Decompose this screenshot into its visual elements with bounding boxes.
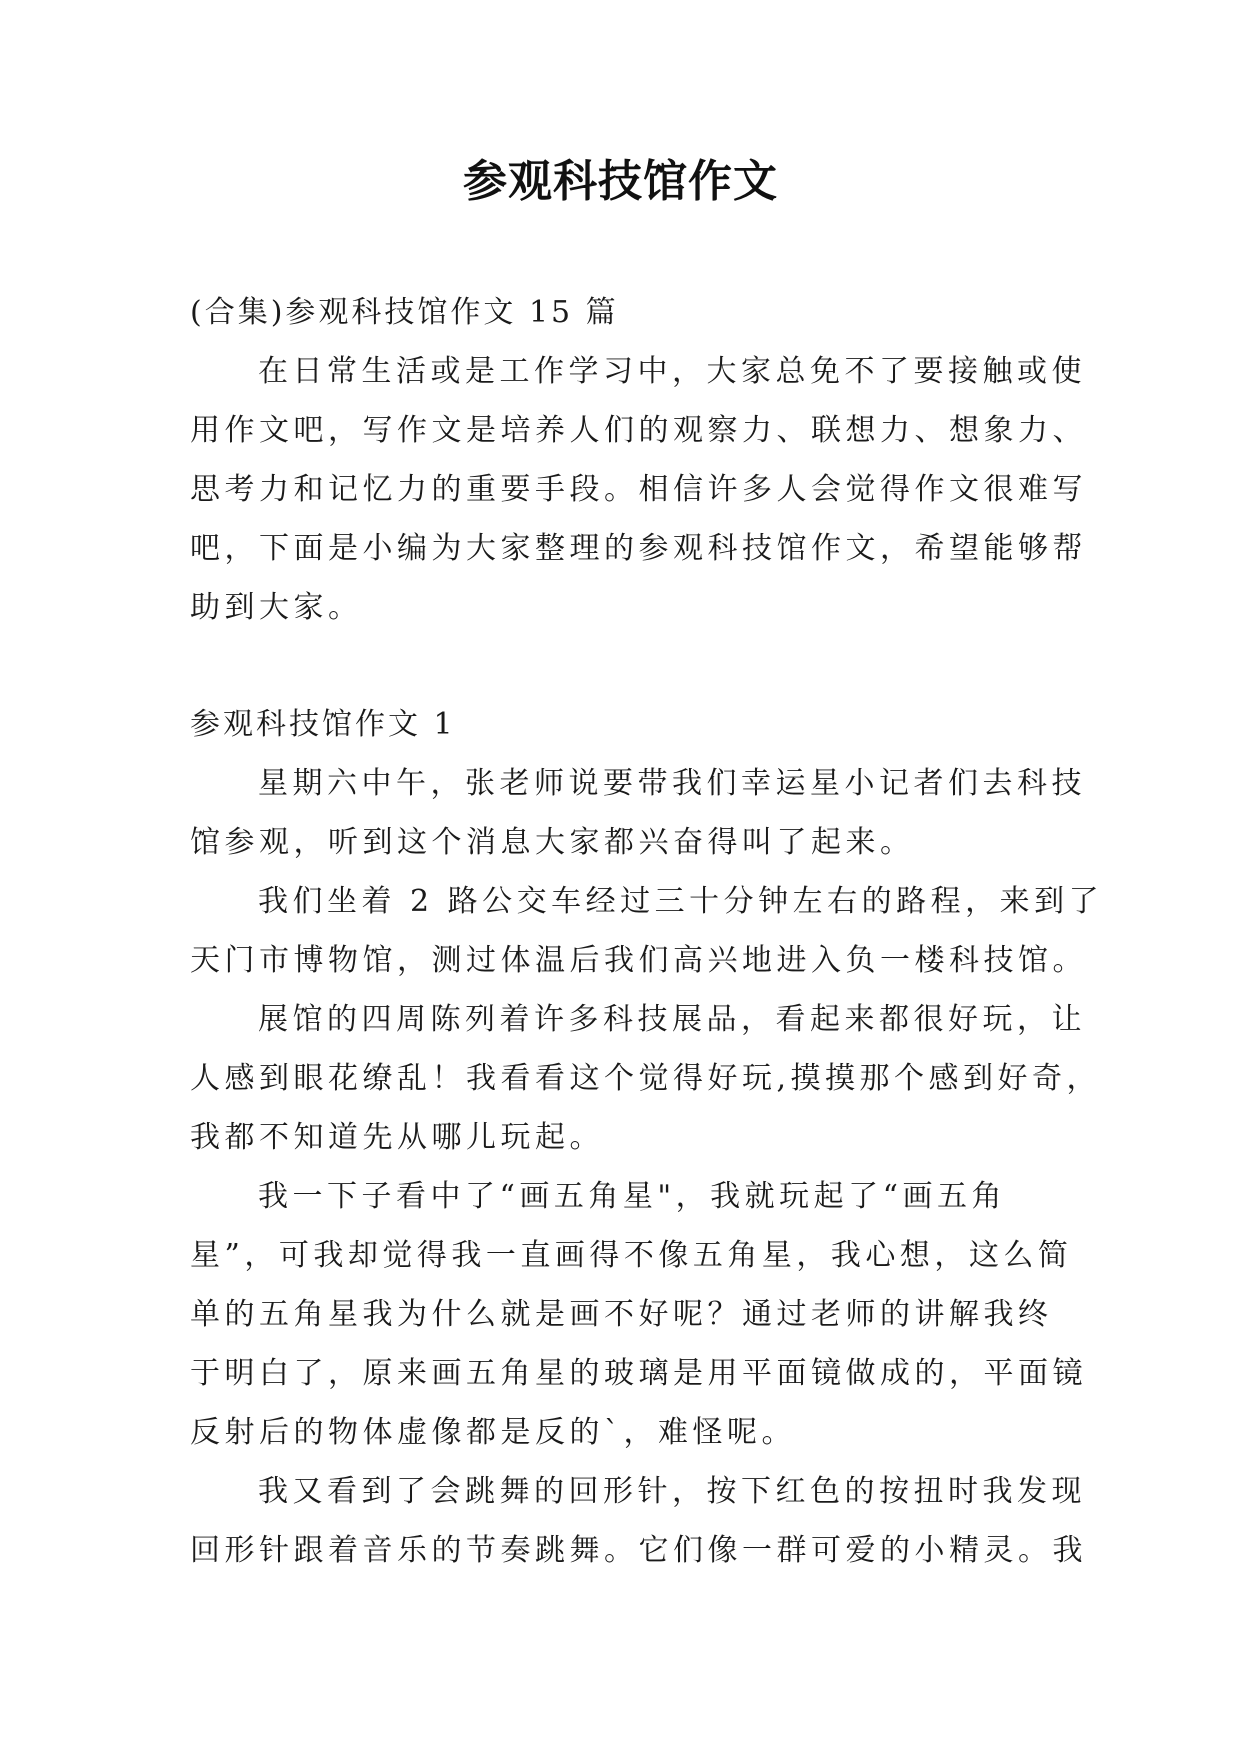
text-line: 展馆的四周陈列着许多科技展品，看起来都很好玩，让 <box>258 1002 1086 1037</box>
text-line: 助到大家。 <box>190 590 363 625</box>
text-line: 星期六中午，张老师说要带我们幸运星小记者们去科技 <box>258 766 1086 801</box>
text-line: 人感到眼花缭乱！我看看这个觉得好玩,摸摸那个感到好奇， <box>190 1061 1102 1096</box>
text-line: 星”，可我却觉得我一直画得不像五角星，我心想，这么简 <box>190 1238 1073 1273</box>
text-line: 我一下子看中了“画五角星"，我就玩起了“画五角 <box>258 1179 1006 1214</box>
text-line: 我们坐着 2 路公交车经过三十分钟左右的路程，来到了 <box>258 884 1104 919</box>
text-line: 我又看到了会跳舞的回形针，按下红色的按扭时我发现 <box>258 1474 1086 1509</box>
essay-paragraph <box>190 1167 1087 1462</box>
essay-paragraph <box>190 1462 1087 1580</box>
text-line: 馆参观，听到这个消息大家都兴奋得叫了起来。 <box>190 825 915 860</box>
essay-paragraph <box>190 754 1086 872</box>
document-body <box>190 283 1104 1580</box>
text-line: 吧，下面是小编为大家整理的参观科技馆作文，希望能够帮 <box>190 531 1087 566</box>
text-line: 用作文吧，写作文是培养人们的观察力、联想力、想象力、 <box>190 413 1087 448</box>
text-line: 天门市博物馆，测过体温后我们高兴地进入负一楼科技馆。 <box>190 943 1087 978</box>
essay-heading: 参观科技馆作文 1 <box>190 707 456 742</box>
text-line: 回形针跟着音乐的节奏跳舞。它们像一群可爱的小精灵。我 <box>190 1533 1087 1568</box>
text-line: 单的五角星我为什么就是画不好呢？通过老师的讲解我终 <box>190 1297 1053 1332</box>
intro-paragraph <box>190 342 1087 637</box>
document-title: 参观科技馆作文 <box>463 156 778 207</box>
text-line: 思考力和记忆力的重要手段。相信许多人会觉得作文很难写 <box>190 472 1087 507</box>
text-line: 在日常生活或是工作学习中，大家总免不了要接触或使 <box>258 354 1086 389</box>
text-line: 于明白了，原来画五角星的玻璃是用平面镜做成的，平面镜 <box>190 1356 1087 1391</box>
text-line: 我都不知道先从哪儿玩起。 <box>190 1120 604 1155</box>
text-line: 反射后的物体虚像都是反的`，难怪呢。 <box>190 1415 796 1450</box>
collection-subtitle: (合集)参观科技馆作文 15 篇 <box>190 295 619 330</box>
essay-paragraph <box>190 990 1102 1167</box>
section-spacer <box>190 637 1070 695</box>
essay-paragraph <box>190 872 1104 990</box>
